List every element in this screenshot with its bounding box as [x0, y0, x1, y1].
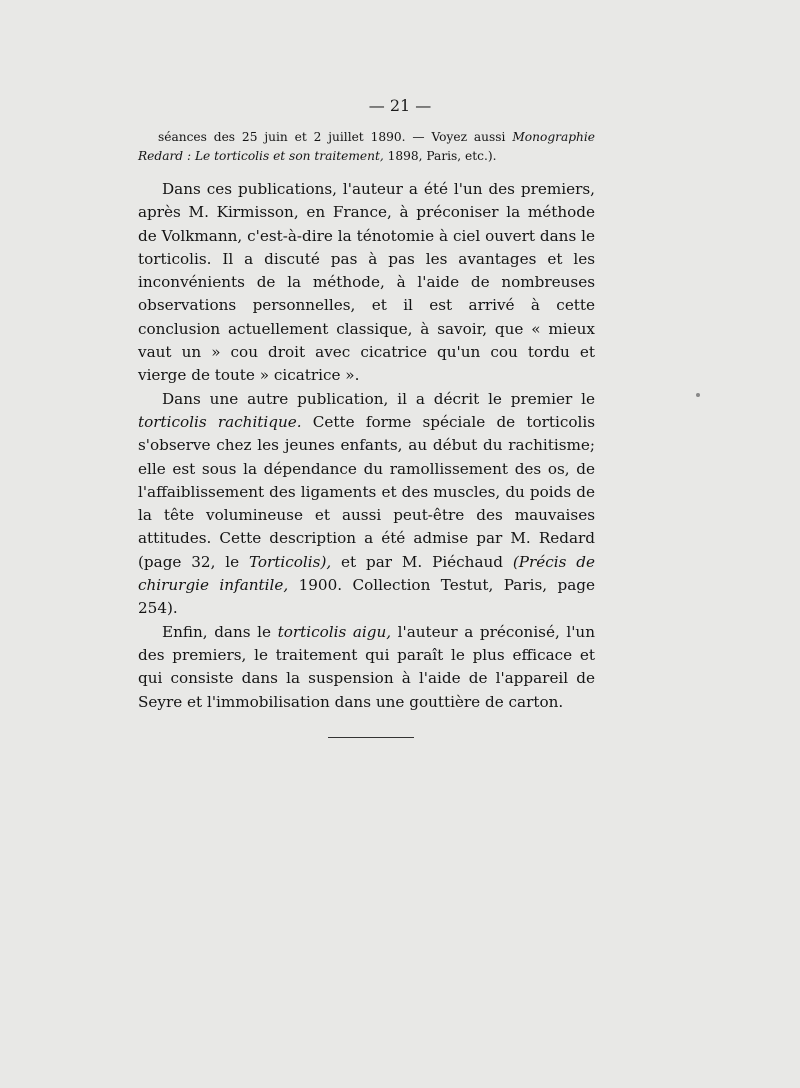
precis-reference: (Précis de chirurgie infantile, — [138, 552, 595, 595]
paragraph-2-text-c: et par M. Piéchaud — [331, 552, 513, 571]
footnote — [138, 128, 595, 166]
paragraph-1: Dans ces publications, l'auteur a été l'un des premiers, après M. Kirmisson, en France, à préconiser la méthode de Volkmann, c'est-à-dire la ténotomie à ciel ouvert dans le torticolis. Il a discuté pas à pas les avantages et les inconvénients de la méthode, à l'aide de nombreuses observations personnelles, et il est arrivé à cette conclusion actuellement classique, à savoir, que « mieux vaut un » cou droit avec cicatrice qu'un cou tordu et vierge de toute » cicatrice ». — [138, 180, 595, 385]
paragraph-3-text-b: l'auteur a préconisé, l'un des premiers, le traitement qui paraît le plus efficace et qui consiste dans la suspension à l'aide de l'appareil de Seyre et l'immobilisation dans une gouttière de carton. — [138, 622, 595, 711]
footnote-italic-subtitle: Le torticolis et son traitement, — [194, 149, 384, 163]
paragraph-2 — [138, 388, 595, 621]
paragraph-3 — [138, 621, 595, 714]
paragraph-2-text-b: Cette forme spéciale de torticolis s'observe chez les jeunes enfants, au début du rachitisme; elle est sous la dépendance du ramollissement des os, de l'affaiblissement des ligaments et des muscles, du poids de la tête volumineuse et aussi peut-être des mauvaises attitudes. Cette description a été admise par M. Redard (page 32, le — [138, 412, 595, 571]
footnote-paragraph — [138, 128, 595, 166]
paragraph-2-text-d: 1900. Collection Testut, Paris, page 254). — [138, 576, 595, 618]
paper-speck — [696, 393, 700, 397]
paragraph-3-text: Enfin, dans le — [162, 622, 278, 641]
footnote-text: séances des 25 juin et 2 juillet 1890. — Voyez aussi — [158, 130, 513, 144]
footnote-text-end: 1898, Paris, etc.). — [383, 149, 497, 163]
torticolis-rachitique-term: torticolis rachitique. — [138, 412, 302, 431]
body-text — [138, 178, 595, 714]
torticolis-aigu-term: torticolis aigu, — [277, 622, 392, 641]
paragraph-2-text: Dans une autre publication, il a décrit le premier le — [162, 389, 595, 408]
torticolis-reference: Torticolis), — [248, 552, 332, 571]
page-number: — 21 — — [368, 96, 432, 115]
footnote-italic-title: Monographie Redard : — [138, 130, 595, 163]
section-rule — [328, 737, 414, 738]
